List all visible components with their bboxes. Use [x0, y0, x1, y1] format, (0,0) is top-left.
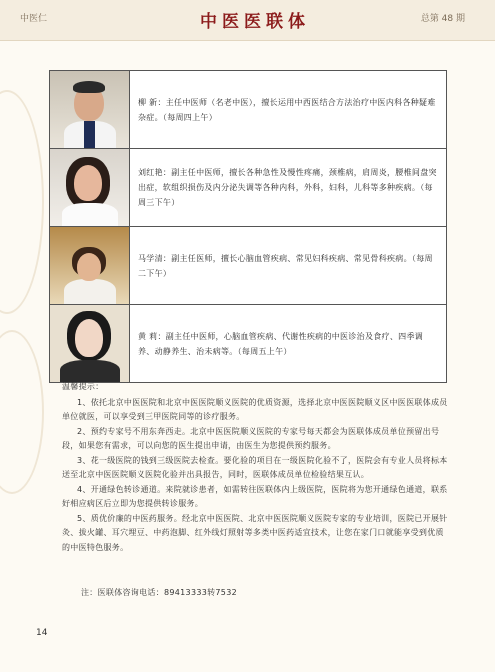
tips-section — [62, 380, 450, 555]
doctor-description: 刘红艳：副主任中医师，擅长各种急性及慢性疼痛，颈椎病，肩周炎，腰椎间盘突出症，软组织损伤及内分泌失调等各种内科，外科，妇科，儿科等多种疾病。（每周三下午） — [130, 149, 447, 227]
header-title: 中医医联体 — [200, 12, 310, 32]
table-row — [50, 305, 447, 383]
doctor-photo — [50, 305, 129, 382]
consult-phone-note: 注：医联体咨询电话：89413333转7532 — [81, 588, 237, 597]
photo-cell — [50, 305, 130, 383]
table-row — [50, 227, 447, 305]
doctor-description: 马学清：副主任医师，擅长心脑血管疾病、常见妇科疾病、常见骨科疾病。（每周二下午） — [130, 227, 447, 305]
photo-cell — [50, 227, 130, 305]
doctor-photo — [50, 227, 129, 304]
header-section-label: 中医仁 — [20, 14, 48, 24]
doctor-photo — [50, 71, 129, 148]
table-row — [50, 149, 447, 227]
tip-item: 2、预约专家号不用东奔西走。北京中医医院顺义医院的专家号每天都会为医联体成员单位预留出号段，如果您有需求，可以向您的医生提出申请，由医生为您提供预约服务。 — [62, 426, 440, 450]
doctor-description: 柳 新：主任中医师（名老中医），擅长运用中西医结合方法治疗中医内科各种疑难杂症。（每周四上午） — [130, 71, 447, 149]
photo-cell — [50, 71, 130, 149]
photo-cell — [50, 149, 130, 227]
header-issue-number: 总第 48 期 — [420, 14, 465, 24]
tip-item: 4、开通绿色转诊通道。来院就诊患者，如需转往医联体内上级医院，医院将为您开通绿色通道，联系好相应病区后立即为您提供转诊服务。 — [62, 484, 448, 508]
tip-item: 5、质优价廉的中医药服务。经北京中医医院、北京中医医院顺义医院专家的专业培训，医院已开展针灸、拔火罐、耳穴埋豆、中药泡脚、红外线灯照射等多类中医药适宜技术，让您在家门口就能享受到优质的中医特色服务。 — [62, 513, 448, 552]
page-number: 14 — [36, 628, 48, 638]
tips-title: 温馨提示： — [62, 382, 104, 391]
decorative-swirl — [0, 90, 44, 314]
doctor-photo — [50, 149, 129, 226]
doctor-table — [49, 70, 447, 383]
decorative-swirl — [0, 330, 44, 494]
table-row — [50, 71, 447, 149]
tip-item: 3、花一级医院的钱到三级医院去检查。要化验的项目在一级医院化验不了，医院会有专业人员将标本送至北京中医医院顺义医院化验并出具报告，同时，医联体成员单位检验结果互认。 — [62, 455, 448, 479]
tip-item: 1、依托北京中医医院和北京中医医院顺义医院的优质资源，选择北京中医医院顺义区中医医联体成员单位就医，可以享受到三甲医院同等的诊疗服务。 — [62, 397, 448, 421]
doctor-description: 黄 莉：副主任中医师，心脑血管疾病、代谢性疾病的中医诊治及食疗、四季调养、动静养生、治未病等。（每周五上午） — [130, 305, 447, 383]
page-header — [0, 0, 495, 41]
